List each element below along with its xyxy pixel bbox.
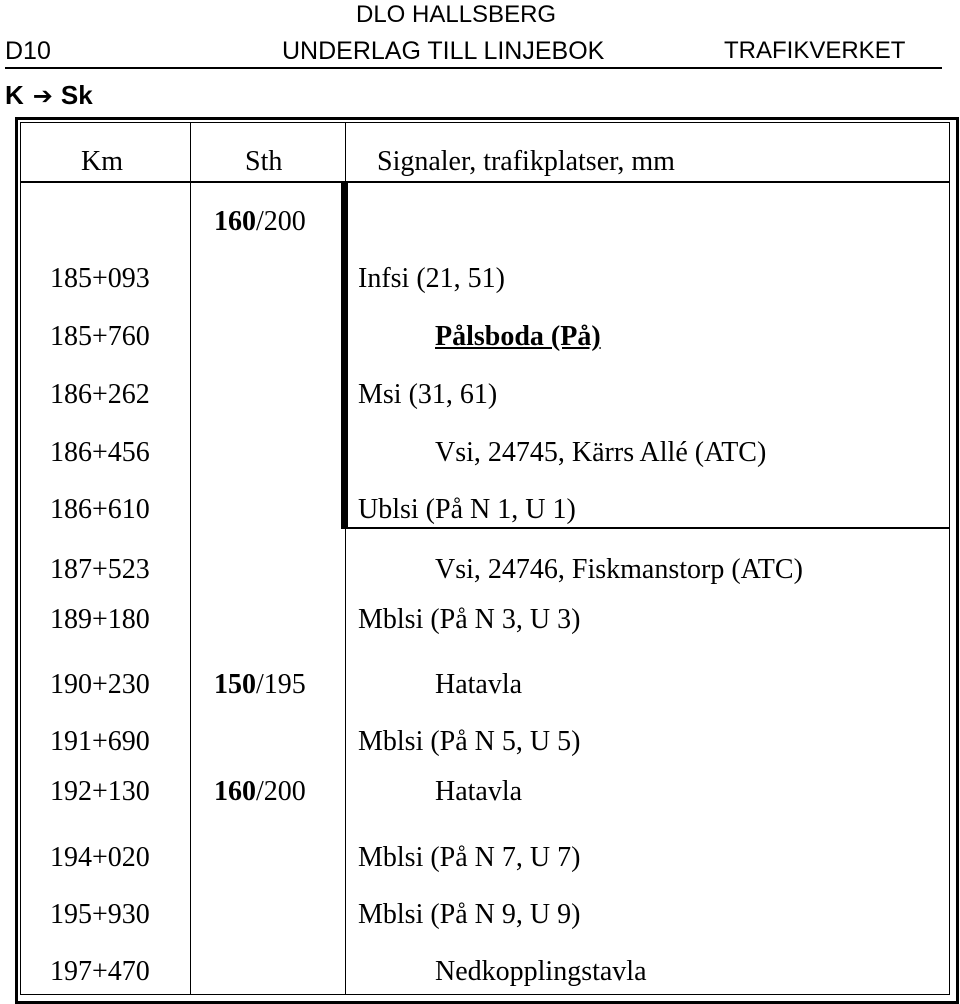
signal-entry: Msi (31, 61) bbox=[358, 379, 498, 410]
direction-to: Sk bbox=[60, 80, 93, 110]
signal-entry: Vsi, 24745, Kärrs Allé (ATC) bbox=[435, 437, 767, 468]
km-value: 194+020 bbox=[50, 842, 150, 873]
km-value: 185+760 bbox=[50, 321, 150, 352]
km-value: 190+230 bbox=[50, 669, 150, 700]
header-rule bbox=[5, 67, 942, 69]
speed-limit-secondary: /195 bbox=[256, 669, 306, 700]
section-divider bbox=[345, 527, 950, 529]
signal-entry: Mblsi (På N 3, U 3) bbox=[358, 604, 581, 635]
km-value: 189+180 bbox=[50, 604, 150, 635]
km-value: 192+130 bbox=[50, 776, 150, 807]
speed-limit-primary: 160 bbox=[214, 206, 256, 237]
double-track-bar bbox=[341, 182, 348, 529]
column-header-km: Km bbox=[81, 146, 123, 177]
organization-name: DLO HALLSBERG bbox=[356, 1, 557, 28]
km-value: 186+456 bbox=[50, 437, 150, 468]
km-value: 187+523 bbox=[50, 554, 150, 585]
signal-entry: Vsi, 24746, Fiskmanstorp (ATC) bbox=[435, 554, 803, 585]
signal-entry: Infsi (21, 51) bbox=[358, 263, 505, 294]
document-title: UNDERLAG TILL LINJEBOK bbox=[282, 37, 605, 65]
km-value: 185+093 bbox=[50, 263, 150, 294]
signal-entry: Nedkopplingstavla bbox=[435, 956, 647, 987]
column-header-signals: Signaler, trafikplatser, mm bbox=[377, 146, 675, 177]
column-header-sth: Sth bbox=[245, 146, 283, 177]
km-value: 191+690 bbox=[50, 726, 150, 757]
column-divider-km bbox=[190, 122, 191, 995]
km-value: 197+470 bbox=[50, 956, 150, 987]
speed-limit-secondary: /200 bbox=[256, 206, 306, 237]
speed-limit-primary: 160 bbox=[214, 776, 256, 807]
speed-limit bbox=[214, 776, 306, 808]
km-value: 186+610 bbox=[50, 494, 150, 525]
km-value: 195+930 bbox=[50, 899, 150, 930]
signal-entry: Ublsi (På N 1, U 1) bbox=[358, 494, 576, 525]
direction-from: K bbox=[5, 80, 24, 110]
speed-limit bbox=[214, 206, 306, 238]
speed-limit-primary: 150 bbox=[214, 669, 256, 700]
header-row-divider bbox=[20, 181, 950, 183]
signal-entry: Mblsi (På N 5, U 5) bbox=[358, 726, 581, 757]
signal-entry: Mblsi (På N 9, U 9) bbox=[358, 899, 581, 930]
speed-limit bbox=[214, 669, 306, 701]
signal-entry: Hatavla bbox=[435, 776, 523, 807]
document-code: D10 bbox=[5, 37, 51, 65]
km-value: 186+262 bbox=[50, 379, 150, 410]
direction-label bbox=[5, 79, 93, 113]
signal-entry: Mblsi (På N 7, U 7) bbox=[358, 842, 581, 873]
signal-entry: Hatavla bbox=[435, 669, 523, 700]
station-name: Pålsboda (På) bbox=[435, 321, 601, 352]
arrow-right-icon: ➔ bbox=[32, 83, 53, 110]
speed-limit-secondary: /200 bbox=[256, 776, 306, 807]
agency-name: TRAFIKVERKET bbox=[724, 37, 906, 64]
